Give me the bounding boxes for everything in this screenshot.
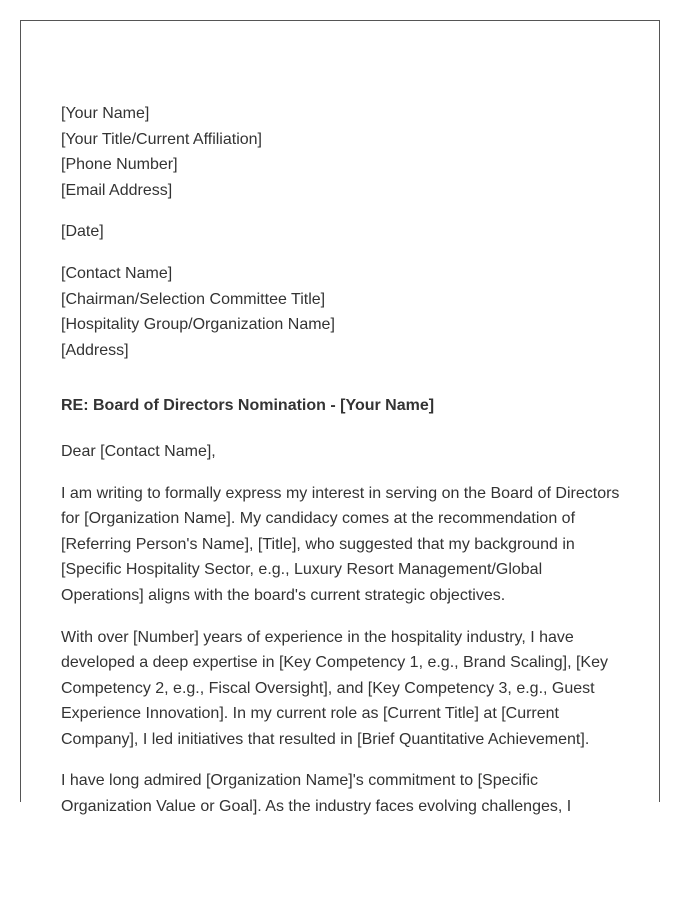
paragraph-line: I am writing to formally express my interest in serving on the Board of Directors [61,484,620,502]
sender-name: [Your Name] [61,105,150,122]
paragraph-line: With over [Number] years of experience in the hospitality industry, I have [61,628,574,646]
paragraph-line: I have long admired [Organization Name]'s commitment to [Specific [61,772,539,790]
paragraph-line: Experience Innovation]. In my current role as [Current Title] at [Current [61,705,559,723]
paragraph-line: [Specific Hospitality Sector, e.g., Luxury Resort Management/Global [61,561,543,579]
paragraph-line: Competency 2, e.g., Fiscal Oversight], and [Key Competency 3, e.g., Guest [61,679,595,697]
sender-phone: [Phone Number] [61,156,178,174]
paragraph-line: Company], I led initiatives that resulted in [Brief Quantitative Achievement]. [61,730,590,748]
body-paragraph-3 [61,768,631,819]
paragraph-line: for [Organization Name]. My candidacy comes at the recommendation of [61,510,576,528]
letter-page [20,20,660,816]
date-block [61,219,631,245]
paragraph-line: developed a deep expertise in [Key Competency 1, e.g., Brand Scaling], [Key [61,654,608,672]
paragraph-line: [Referring Person's Name], [Title], who suggested that my background in [61,535,575,553]
body-paragraph-1 [61,481,631,609]
recipient-name: [Contact Name] [61,264,173,282]
body-paragraph-2 [61,625,631,753]
letter-date: [Date] [61,223,104,241]
letter-content [61,101,631,820]
recipient-title: [Chairman/Selection Committee Title] [61,290,326,308]
paragraph-line: Organization Value or Goal]. As the industry faces evolving challenges, I [61,798,572,816]
recipient-organization: [Hospitality Group/Organization Name] [61,316,335,334]
recipient-address: [Address] [61,341,129,359]
recipient-block [61,261,631,363]
salutation: Dear [Contact Name], [61,442,216,460]
sender-email: [Email Address] [61,181,173,199]
subject-line: RE: Board of Directors Nomination - [Your Name] [61,397,435,415]
sender-title: [Your Title/Current Affiliation] [61,130,262,148]
paragraph-line: Operations] aligns with the board's current strategic objectives. [61,586,506,604]
sender-block [61,101,631,203]
